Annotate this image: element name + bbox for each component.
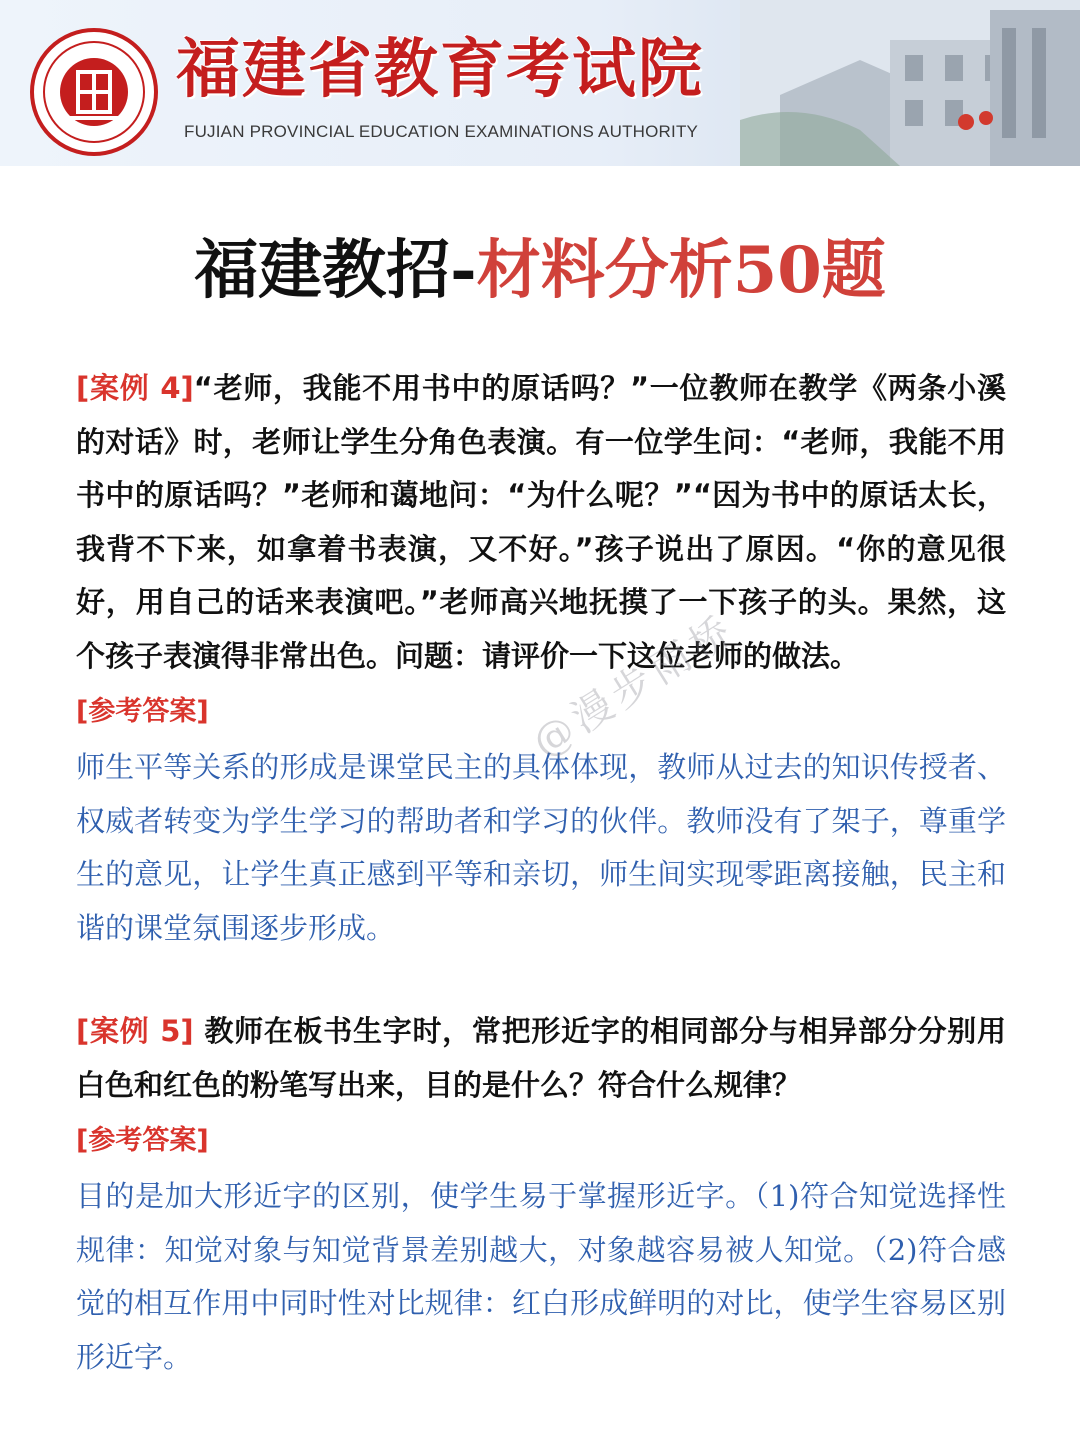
case-question-text: 教师在板书生字时，常把形近字的相同部分与相异部分分别用白色和红色的粉笔写出来，目的是什么？符合什么规律？ [76, 1014, 1006, 1102]
exam-authority-logo-icon [30, 28, 158, 156]
org-name-en: FUJIAN PROVINCIAL EDUCATION EXAMINATIONS AUTHORITY [184, 122, 699, 141]
header-banner [0, 0, 1080, 166]
case-label: [案例 4] [76, 371, 194, 405]
watermark-text: @漫步雨桥 [524, 605, 745, 767]
answer-label: [参考答案] [76, 1125, 209, 1156]
case-divider-space [76, 955, 1006, 1005]
answer-text: 目的是加大形近字的区别，使学生易于掌握形近字。（1)符合知觉选择性规律：知觉对象与知觉背景差别越大，对象越容易被人知觉。（2)符合感觉的相互作用中同时性对比规律：红白形成鲜明的对比，使学生容易区别形近字。 [76, 1179, 1006, 1374]
answer-text: 师生平等关系的形成是课堂民主的具体体现，教师从过去的知识传授者、权威者转变为学生学习的帮助者和学习的伙伴。教师没有了架子，尊重学生的意见，让学生真正感到平等和亲切，师生间实现零距离接触，民主和谐的课堂氛围逐步形成。 [76, 750, 1006, 945]
case-item-5 [76, 1005, 1006, 1384]
case-question [76, 1005, 1006, 1112]
org-name-cn: 福建省教育考试院 [176, 32, 704, 107]
case-item-4 [76, 362, 1006, 955]
building-scene-image [740, 0, 1080, 166]
title-part-black: 福建教招- [194, 233, 477, 308]
case-question-text: “老师，我能不用书中的原话吗？”一位教师在教学《两条小溪的对话》时，老师让学生分角色表演。有一位学生问：“老师，我能不用书中的原话吗？”老师和蔼地问：“为什么呢？”“因为书中的原话太长，我背不下来，如拿着书表演，又不好。”孩子说出了原因。“你的意见很好，用自己的话来表演吧。”老师高兴地抚摸了一下孩子的头。果然，这个孩子表演得非常出色。问题：请评价一下这位老师的做法。 [76, 371, 1006, 673]
answer-label: [参考答案] [76, 696, 209, 727]
case-label: [案例 5] [76, 1014, 194, 1048]
case-question [76, 362, 1006, 683]
title-part-red: 材料分析50题 [476, 233, 886, 308]
page-title [0, 226, 1080, 316]
case-list [76, 362, 1006, 1384]
